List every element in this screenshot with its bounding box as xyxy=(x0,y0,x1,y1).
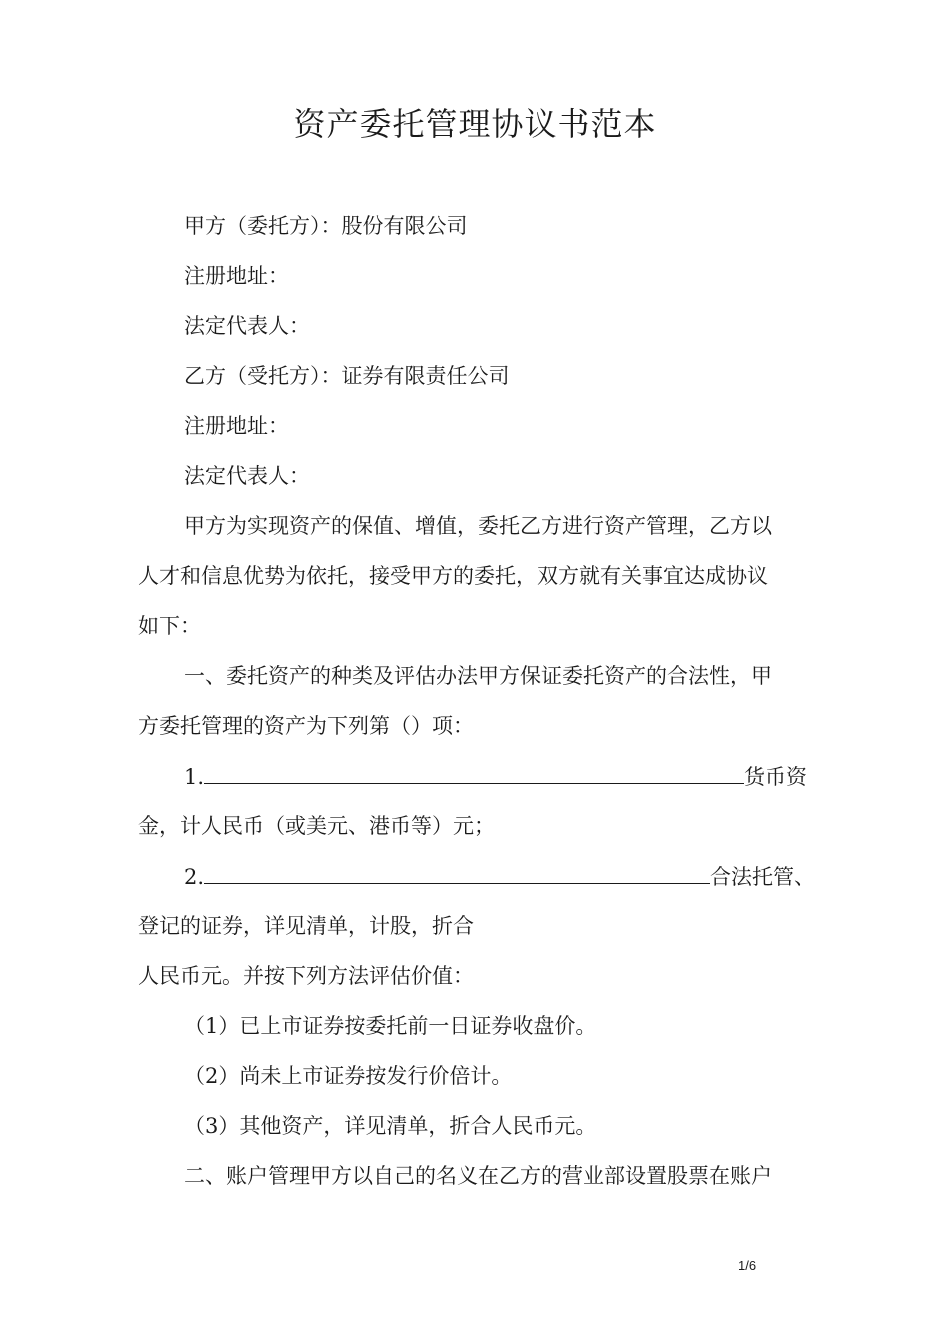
valuation-method-3: （3）其他资产，详见清单，折合人民币元。 xyxy=(184,1114,597,1138)
party-b-representative-line: 法定代表人： xyxy=(184,464,310,488)
document-title: 资产委托管理协议书范本 xyxy=(293,105,657,143)
item-2-line-1 xyxy=(184,861,815,892)
item-2-suffix: 合法托管、 xyxy=(710,865,816,889)
page-number: 1/6 xyxy=(738,1258,757,1273)
party-a-line: 甲方（委托方）：股份有限公司 xyxy=(184,214,468,238)
item-2-line-2: 登记的证券，详见清单，计股，折合 xyxy=(138,914,474,938)
party-b-address-line: 注册地址： xyxy=(184,414,289,438)
section-1-line-2: 方委托管理的资产为下列第（）项： xyxy=(138,714,474,738)
party-a-address-line: 注册地址： xyxy=(184,264,289,288)
valuation-method-1: （1）已上市证券按委托前一日证券收盘价。 xyxy=(184,1014,597,1038)
item-1-number: 1. xyxy=(184,765,205,789)
item-1-line-2: 金，计人民币（或美元、港币等）元； xyxy=(138,814,495,838)
item-1-suffix: 货币资 xyxy=(744,765,808,789)
item-1-blank-underline xyxy=(204,761,744,784)
item-1-line-1 xyxy=(184,761,807,792)
party-b-line: 乙方（受托方）：证券有限责任公司 xyxy=(184,364,510,388)
intro-paragraph-line-3: 如下： xyxy=(138,614,201,638)
item-2-line-3: 人民币元。并按下列方法评估价值： xyxy=(138,964,474,988)
party-a-representative-line: 法定代表人： xyxy=(184,314,310,338)
section-2-line-1: 二、账户管理甲方以自己的名义在乙方的营业部设置股票在账户 xyxy=(184,1164,772,1188)
valuation-method-2: （2）尚未上市证券按发行价倍计。 xyxy=(184,1064,513,1088)
section-1-line-1: 一、委托资产的种类及评估办法甲方保证委托资产的合法性，甲 xyxy=(184,664,772,688)
intro-paragraph-line-1: 甲方为实现资产的保值、增值，委托乙方进行资产管理，乙方以 xyxy=(184,514,772,538)
item-2-blank-underline xyxy=(204,861,710,884)
item-2-number: 2. xyxy=(184,865,205,889)
intro-paragraph-line-2: 人才和信息优势为依托，接受甲方的委托，双方就有关事宜达成协议 xyxy=(138,564,768,588)
